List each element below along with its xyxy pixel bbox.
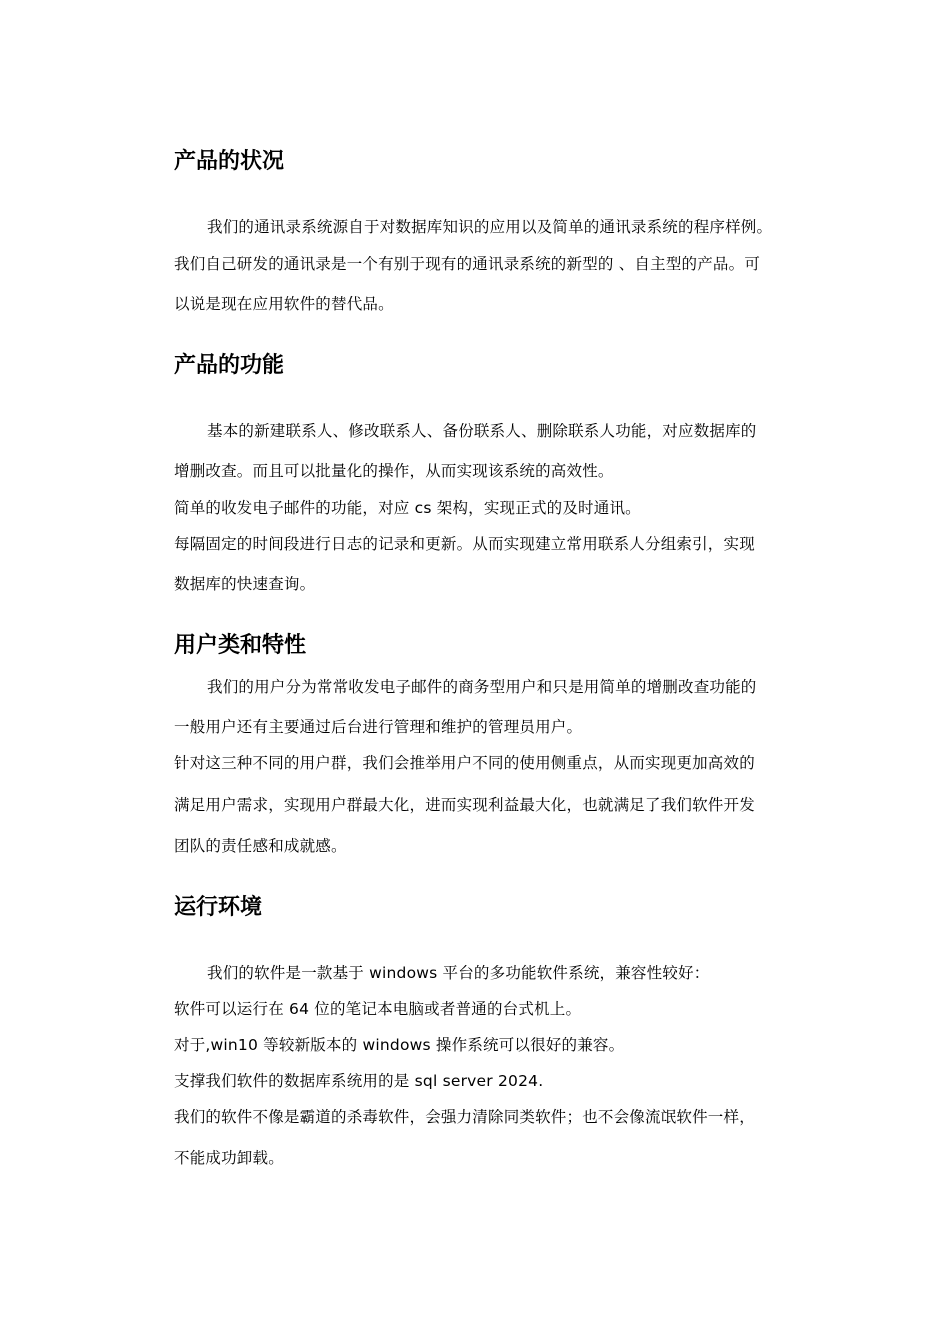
paragraph-line: 一般用户还有主要通过后台进行管理和维护的管理员用户。: [174, 718, 583, 736]
paragraph-line: 我们的用户分为常常收发电子邮件的商务型用户和只是用简单的增删改查功能的: [207, 678, 757, 696]
paragraph-line: 对于,win10 等较新版本的 windows 操作系统可以很好的兼容。: [174, 1036, 625, 1054]
paragraph-line: 团队的责任感和成就感。: [174, 837, 347, 855]
paragraph-line: 数据库的快速查询。: [174, 575, 316, 593]
paragraph-line: 满足用户需求，实现用户群最大化，进而实现利益最大化，也就满足了我们软件开发: [174, 796, 755, 814]
paragraph-line: 增删改查。而且可以批量化的操作，从而实现该系统的高效性。: [174, 462, 614, 480]
section-heading-runtime-environment: 运行环境: [174, 895, 263, 920]
paragraph-line: 基本的新建联系人、修改联系人、备份联系人、删除联系人功能，对应数据库的: [207, 422, 757, 440]
section-heading-user-classes: 用户类和特性: [174, 633, 307, 658]
paragraph-line: 每隔固定的时间段进行日志的记录和更新。从而实现建立常用联系人分组索引，实现: [174, 535, 755, 553]
paragraph-line: 我们的软件是一款基于 windows 平台的多功能软件系统，兼容性较好：: [207, 964, 710, 982]
paragraph-line: 软件可以运行在 64 位的笔记本电脑或者普通的台式机上。: [174, 1000, 582, 1018]
paragraph-line: 我们的软件不像是霸道的杀毒软件，会强力清除同类软件；也不会像流氓软件一样，: [174, 1108, 755, 1126]
paragraph-line: 支撑我们软件的数据库系统用的是 sql server 2024.: [174, 1072, 544, 1090]
paragraph-line: 我们的通讯录系统源自于对数据库知识的应用以及简单的通讯录系统的程序样例。: [207, 218, 773, 236]
paragraph-line: 不能成功卸载。: [174, 1149, 284, 1167]
paragraph-line: 简单的收发电子邮件的功能，对应 cs 架构，实现正式的及时通讯。: [174, 499, 641, 517]
paragraph-line: 我们自己研发的通讯录是一个有别于现有的通讯录系统的新型的 、自主型的产品。可: [174, 255, 761, 273]
section-heading-product-features: 产品的功能: [174, 353, 285, 378]
paragraph-line: 针对这三种不同的用户群，我们会推举用户不同的使用侧重点，从而实现更加高效的: [174, 754, 755, 772]
section-heading-product-status: 产品的状况: [174, 149, 285, 174]
paragraph-line: 以说是现在应用软件的替代品。: [174, 295, 394, 313]
